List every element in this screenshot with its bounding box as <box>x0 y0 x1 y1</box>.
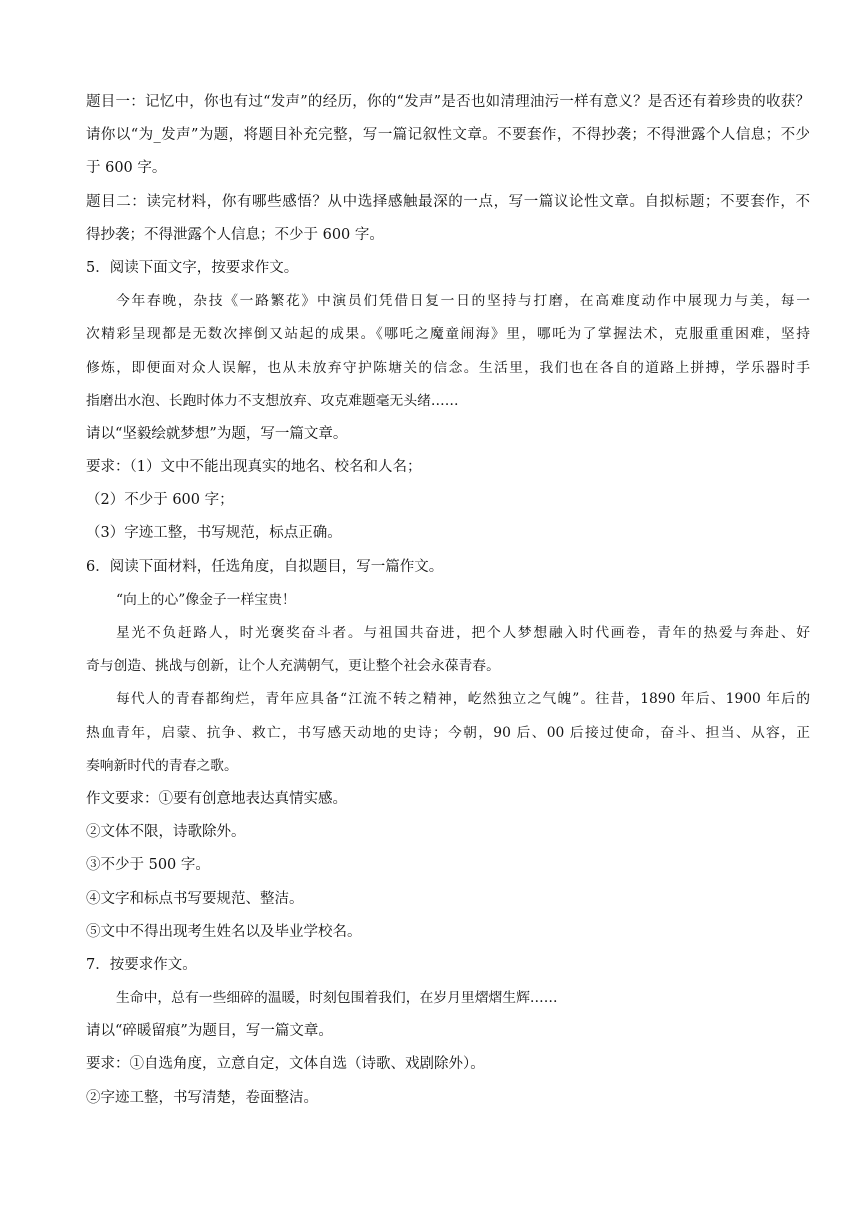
q6-material-line-1: 星光不负赶路人，时光褒奖奋斗者。与祖国共奋进，把个人梦想融入时代画卷，青年的热爱与奔赴、好 <box>116 625 810 641</box>
topic-one-line-1: 题目一：记忆中，你也有过“发声”的经历，你的“发声”是否也如清理油污一样有意义？是否还有着珍贵的收获？ <box>86 94 810 110</box>
q5-material-line-4: 指磨出水泡、长跑时体力不支想放弃、攻克难题毫无头绪…… <box>86 392 459 409</box>
question-6-heading: 6．阅读下面材料，任选角度，自拟题目，写一篇作文。 <box>86 558 444 575</box>
topic-one-line-2: 请你以“为_发声”为题，将题目补充完整，写一篇记叙性文章。不要套作，不得抄袭；不得泄露个人信息；不少 <box>86 127 810 144</box>
q6-material-line-2: 奇与创造、挑战与创新，让个人充满朝气，更让整个社会永葆青春。 <box>86 658 500 675</box>
topic-two-line-2: 得抄袭；不得泄露个人信息；不少于 600 字。 <box>86 226 384 243</box>
q7-material-line-1: 生命中，总有一些细碎的温暖，时刻包围着我们，在岁月里熠熠生辉…… <box>116 990 558 1007</box>
q5-material-line-2: 次精彩呈现都是无数次摔倒又站起的成果。《哪吒之魔童闹海》里，哪吒为了掌握法术，克服重重困难，坚持 <box>86 326 810 343</box>
topic-two-line-1: 题目二：读完材料，你有哪些感悟？从中选择感触最深的一点，写一篇议论性文章。自拟标题；不要套作，不 <box>86 193 810 210</box>
q5-requirement-3: （3）字迹工整，书写规范，标点正确。 <box>86 525 342 542</box>
q6-material-title: “向上的心”像金子一样宝贵！ <box>116 591 296 608</box>
q7-prompt: 请以“碎暖留痕”为题目，写一篇文章。 <box>86 1023 333 1040</box>
q5-material-line-3: 修炼，即便面对众人误解，也从未放弃守护陈塘关的信念。生活里，我们也在各自的道路上拼搏，学乐器时手 <box>86 359 810 376</box>
document-body <box>86 86 810 1115</box>
q6-requirement-2: ②文体不限，诗歌除外。 <box>86 824 246 841</box>
q7-requirement-2: ②字迹工整，书写清楚，卷面整洁。 <box>86 1089 318 1106</box>
q5-requirement-2: （2）不少于 600 字； <box>86 492 234 509</box>
q6-requirement-1: 作文要求：①要有创意地表达真情实感。 <box>86 790 347 807</box>
q7-requirement-1: 要求：①自选角度，立意自定，文体自选（诗歌、戏剧除外）。 <box>86 1056 485 1073</box>
q6-requirement-3: ③不少于 500 字。 <box>86 857 210 874</box>
q5-requirement-1: 要求：（1）文中不能出现真实的地名、校名和人名； <box>86 459 422 476</box>
q5-material-line-1: 今年春晚，杂技《一路繁花》中演员们凭借日复一日的坚持与打磨，在高难度动作中展现力与美，每一 <box>116 293 810 310</box>
q6-requirement-4: ④文字和标点书写要规范、整洁。 <box>86 890 304 907</box>
q6-material-line-5: 奏响新时代的青春之歌。 <box>86 757 238 774</box>
topic-one-line-3: 于 600 字。 <box>86 160 167 177</box>
question-7-heading: 7．按要求作文。 <box>86 956 197 973</box>
q6-material-line-3: 每代人的青春都绚烂，青年应具备“江流不转之精神，屹然独立之气魄”。往昔，1890 年后、1900 年后的 <box>116 691 810 708</box>
question-5-heading: 5．阅读下面文字，按要求作文。 <box>86 259 299 276</box>
q6-material-line-4: 热血青年，启蒙、抗争、救亡，书写感天动地的史诗；今朝，90 后、00 后接过使命，奋斗、担当、从容，正 <box>86 724 810 741</box>
q5-prompt: 请以“坚毅绘就梦想”为题，写一篇文章。 <box>86 425 348 442</box>
q6-requirement-5: ⑤文中不得出现考生姓名以及毕业学校名。 <box>86 923 362 940</box>
